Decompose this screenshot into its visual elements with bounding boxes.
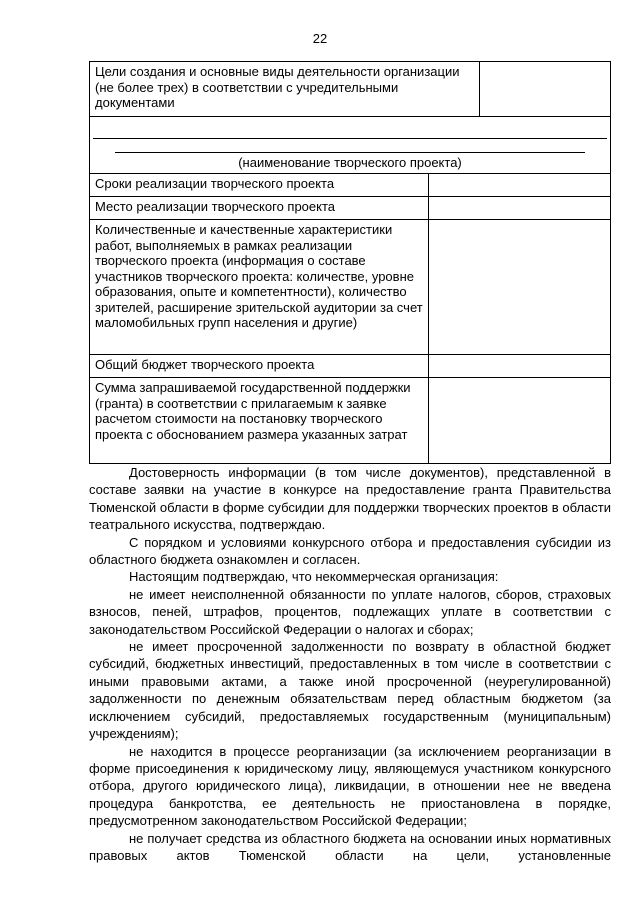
project-name-block bbox=[89, 116, 611, 174]
paragraph: не получает средства из областного бюджета на основании иных нормативных правовых актов Тюменской области на цели, установленные bbox=[89, 830, 611, 863]
body-text bbox=[89, 464, 611, 864]
goals-label-cell: Цели создания и основные виды деятельности организации (не более трех) в соответствии с учредительными документами bbox=[89, 61, 480, 117]
project-name-underline bbox=[115, 152, 585, 153]
row-label-budget: Общий бюджет творческого проекта bbox=[89, 354, 429, 378]
row-value-grant-amount bbox=[428, 377, 611, 464]
project-name-caption: (наименование творческого проекта) bbox=[238, 155, 462, 170]
paragraph: Настоящим подтверждаю, что некоммерческая организация: bbox=[129, 569, 499, 585]
paragraph: не имеет неисполненной обязанности по уплате налогов, сборов, страховых взносов, пеней, штрафов, процентов, подлежащих уплате в соответствии с законодательством Российской Федерации о налогах и сборах; bbox=[89, 586, 611, 637]
row-value-budget bbox=[428, 354, 611, 378]
paragraph: не находится в процессе реорганизации (за исключением реорганизации в форме присоединения к юридическому лицу, являющемуся участником конкурсного отбора, другого юридического лица), ликвидации, в отношении нее не введена процедура банкротства, ее деятельность не приостановлена в порядке, предусмотренном законодательством Российской Федерации; bbox=[89, 743, 611, 829]
row-label-dates: Сроки реализации творческого проекта bbox=[89, 173, 429, 197]
row-value-place bbox=[428, 196, 611, 220]
project-name-line bbox=[93, 138, 607, 139]
row-value-dates bbox=[428, 173, 611, 197]
paragraph: Достоверность информации (в том числе документов), представленной в составе заявки на участие в конкурсе на предоставление гранта Правительства Тюменской области в форме субсидии для поддержки творческих проектов в области театрального искусства, подтверждаю. bbox=[89, 465, 611, 533]
paragraph: С порядком и условиями конкурсного отбора и предоставления субсидии из областного бюджета ознакомлен и согласен. bbox=[89, 534, 611, 568]
page-number: 22 bbox=[312, 31, 328, 46]
row-label-characteristics: Количественные и качественные характеристики работ, выполняемых в рамках реализации творческого проекта (информация о составе участников творческого проекта: количестве, уровне образования, опыте и компетентности), количество зрителей, расширение зрительской аудитории за счет маломобильных групп населения и другие) bbox=[89, 219, 429, 355]
row-value-characteristics bbox=[428, 219, 611, 355]
row-label-grant-amount: Сумма запрашиваемой государственной поддержки (гранта) в соответствии с прилагаемым к заявке расчетом стоимости на постановку творческого проекта с обоснованием размера указанных затрат bbox=[89, 377, 429, 464]
row-label-place: Место реализации творческого проекта bbox=[89, 196, 429, 220]
goals-value-cell bbox=[479, 61, 611, 117]
paragraph: не имеет просроченной задолженности по возврату в областной бюджет субсидий, бюджетных инвестиций, предоставленных в том числе в соответствии с иными правовыми актами, а также иной просроченной (неурегулированной) задолженности по денежным обязательствам перед областным бюджетом (за исключением субсидий, предоставляемых государственным (муниципальным) учреждениям); bbox=[89, 639, 611, 742]
